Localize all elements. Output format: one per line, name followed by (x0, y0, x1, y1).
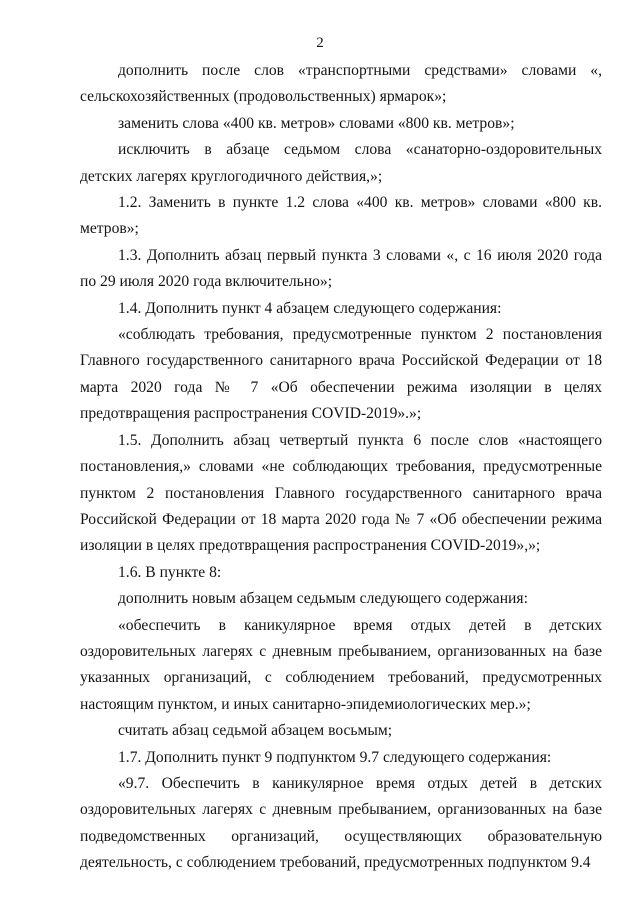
paragraph: 1.3. Дополнить абзац первый пункта 3 словами «, с 16 июля 2020 года по 29 июля 2020 года включительно»; (80, 246, 602, 291)
paragraph: дополнить после слов «транспортными средствами» словами «, сельскохозяйственных (продовольственных) ярмарок»; (80, 62, 602, 106)
paragraph: заменить слова «400 кв. метров» словами «800 кв. метров»; (118, 114, 515, 132)
paragraph: 1.2. Заменить в пункте 1.2 слова «400 кв. метров» словами «800 кв. метров»; (80, 194, 602, 238)
paragraph: 1.5. Дополнить абзац четвертый пункта 6 после слов «настоящего постановления,» словами «не соблюдающих требования, предусмотренные пунктом 2 постановления Главного государственного санитарного врача Российской Федерации от 18 марта 2020 года № 7 «Об обеспечении режима изоляции в целях предотвращения распространения COVID-2019»,»; (80, 431, 602, 555)
paragraph: дополнить новым абзацем седьмым следующего содержания: (118, 590, 528, 608)
paragraph: 1.6. В пункте 8: (118, 563, 222, 581)
paragraph: 1.7. Дополнить пункт 9 подпунктом 9.7 следующего содержания: (118, 748, 552, 766)
paragraph: 1.4. Дополнить пункт 4 абзацем следующего содержания: (118, 299, 502, 317)
paragraph: исключить в абзаце седьмом слова «санаторно-оздоровительных детских лагерях круглогодичного действия,»; (80, 141, 602, 185)
paragraph: «9.7. Обеспечить в каникулярное время отдых детей в детских оздоровительных лагерях с дневным пребыванием, организованных на базе подведомственных организаций, осуществляющих образовательную деятельность, с соблюдением требований, предусмотренных подпунктом 9.4 (80, 774, 602, 872)
paragraph: «обеспечить в каникулярное время отдых детей в детских оздоровительных лагерях с дневным пребыванием, организованных на базе указанных организаций, с соблюдением требований, предусмотренных настоящим пунктом, и иных санитарно-эпидемиологических мер.»; (80, 616, 602, 713)
paragraph: «соблюдать требования, предусмотренные пунктом 2 постановления Главного государственного санитарного врача Российской Федерации от 18 марта 2020 года № 7 «Об обеспечении режима изоляции в целях предотвращения распространения COVID-2019».»; (80, 326, 602, 423)
paragraph: считать абзац седьмой абзацем восьмым; (118, 722, 393, 740)
page-number: 2 (316, 35, 324, 51)
document-body (80, 58, 602, 877)
